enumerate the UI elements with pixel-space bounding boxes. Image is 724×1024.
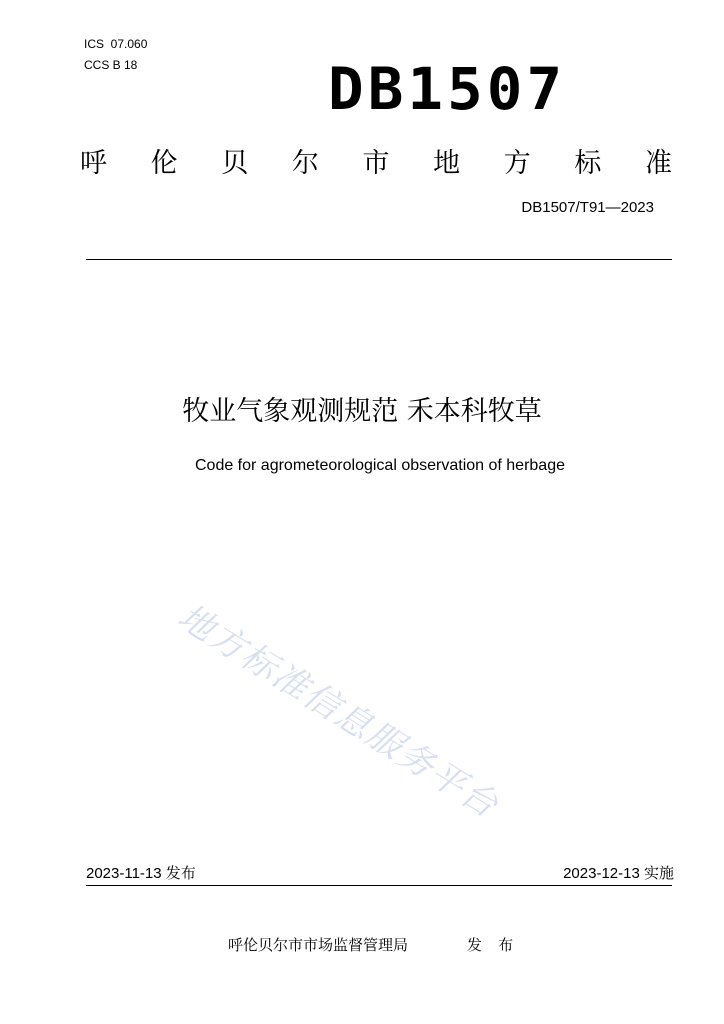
ics-code: ICS 07.060 [84, 37, 148, 51]
standard-type-char: 地 [433, 147, 461, 179]
standard-type-char: 尔 [291, 147, 319, 179]
ccs-code: CCS B 18 [84, 58, 138, 72]
issue-date: 2023-11-13 发布 [86, 865, 196, 882]
publisher-name: 呼伦贝尔市市场监督管理局 [228, 937, 409, 954]
implementation-date: 2023-12-13 实施 [563, 865, 674, 882]
watermark-text: 地方标准信息服务平台 [170, 596, 506, 827]
title-chinese: 牧业气象观测规范 禾本科牧草 [182, 396, 542, 427]
title-english: Code for agrometeorological observation of herbage [194, 457, 565, 474]
standard-type-char: 伦 [150, 147, 178, 179]
document-number: DB1507/T91—2023 [521, 199, 654, 216]
standard-type-char: 方 [503, 147, 531, 179]
publish-label: 发 布 [467, 937, 520, 954]
standard-type-char: 标 [574, 147, 602, 179]
standard-type-char: 呼 [80, 147, 107, 179]
standard-type-char: 市 [362, 147, 390, 179]
header-divider [86, 259, 672, 260]
standard-type-char: 准 [645, 147, 672, 179]
standard-type-char: 贝 [221, 147, 249, 179]
footer-divider [86, 885, 672, 886]
standard-type-heading [80, 140, 672, 180]
standard-code-logo: DB1507 [328, 55, 567, 123]
